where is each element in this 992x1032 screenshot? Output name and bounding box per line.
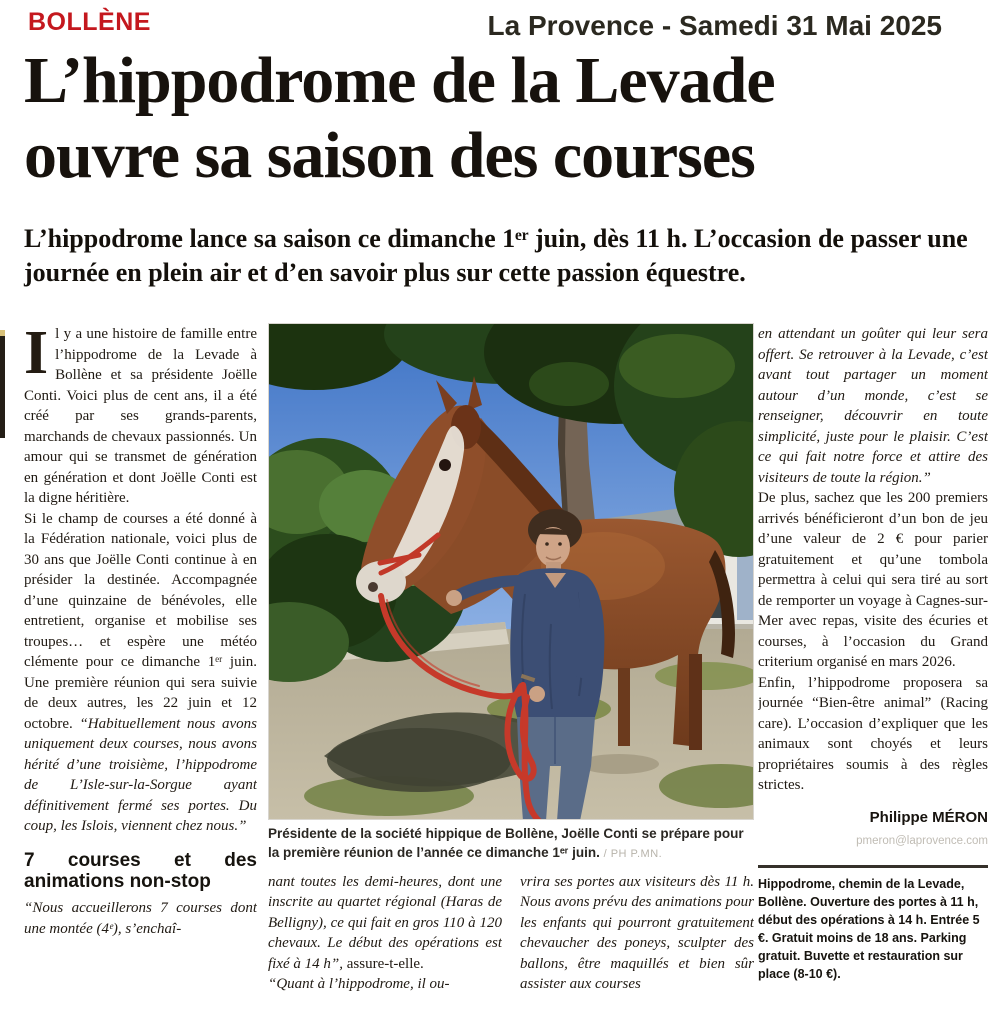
- section-kicker: BOLLÈNE: [28, 8, 151, 36]
- masthead-date: La Provence - Samedi 31 Mai 2025: [487, 10, 942, 41]
- continuation-column-2: [520, 872, 754, 1022]
- right-column: [758, 324, 988, 1030]
- attribution-text: assure-t-elle.: [346, 955, 424, 972]
- author-email: pmeron@laprovence.com: [856, 835, 988, 847]
- article-headline: [24, 44, 976, 193]
- author-byline: Philippe MÉRON: [869, 808, 988, 826]
- photo-illustration: [269, 324, 754, 820]
- photo-credit: / PH P.MN.: [603, 847, 663, 860]
- paragraph: Enfin, l’hippodrome proposera sa journée “Bien-être animal” (Racing care). L’occasion d’expliquer que les animaux sont choyés et leurs propriétaires soumis à des règles strictes.: [758, 674, 988, 793]
- article-photo: [268, 323, 754, 820]
- quote-paragraph: “Nous accueillerons 7 courses dont une montée (4ᵉ), s’enchaî-: [24, 900, 257, 937]
- quote-paragraph: [268, 872, 502, 975]
- photo-block: [268, 323, 754, 1022]
- article-standfirst: L’hippodrome lance sa saison ce dimanche 1ᵉʳ juin, dès 11 h. L’occasion de passer une journée en plein air et d’en savoir plus sur cette passion équestre.: [24, 224, 968, 288]
- quote-paragraph: en attendant un goûter qui leur sera offert. Se retrouver à la Levade, c’est avant tout partager un moment autour d’un monde, c’est se renseigner, découvrir en toute simplicité, juste pour le plaisir. C’est ce qui fait notre force et attire des visiteurs de toute la région.”: [758, 326, 988, 486]
- headline-line-1: L’hippodrome de la Levade: [24, 44, 775, 117]
- scan-edge-artifact: [0, 330, 5, 438]
- headline-line-2: ouvre sa saison des courses: [24, 118, 755, 192]
- paragraph: [24, 509, 257, 837]
- quote-text: nant toutes les demi-heures, dont une inscrite au quartet régional (Haras de Belligny), ce qui fait en gros 110 à 120 chevaux. Le début des opérations est fixé à 14 h”,: [268, 873, 502, 972]
- quote-text: “Habituellement nous avons uniquement deux courses, nous avons hérité d’une troisième, l’hippodrome de L’Isle-sur-la-Sorgue ayant définitivement fermé ses portes. Du coup, les Islois, viennent chez nous.”: [24, 715, 257, 834]
- photo-caption: [268, 825, 754, 863]
- paragraph-lead-text: l y a une histoire de famille entre l’hippodrome de la Levade à Bollène et sa présidente Joëlle Conti. Voici plus de cent ans, il a été créé par ses grands-parents, marchands de chevaux passionnés. Un amour qui se transmet de génération en génération et dont Joëlle Conti est la digne héritière.: [24, 326, 257, 506]
- continuation-column-1: [268, 872, 502, 1022]
- quote-paragraph: “Quant à l’hippodrome, il ou-: [268, 976, 450, 993]
- paragraph-lead: [24, 324, 257, 509]
- drop-cap: I: [24, 324, 49, 387]
- photo-caption-text: Présidente de la société hippique de Bollène, Joëlle Conti se prépare pour la première réunion de l’année ce dimanche 1ᵉʳ juin.: [268, 826, 744, 860]
- practical-info-box: Hippodrome, chemin de la Levade, Bollène. Ouverture des portes à 11 h, début des opérations à 14 h. Entrée 5 €. Gratuit moins de 18 ans. Parking gratuit. Buvette et restauration sur place (8-10 €).: [758, 865, 988, 984]
- left-column: [24, 324, 257, 1030]
- quote-paragraph: vrira ses portes aux visiteurs dès 11 h. Nous avons prévu des animations pour les enfants qui pourront gratuitement chevaucher des poneys, sculpter des ballons, être maquillés et bien sûr assister aux courses: [520, 873, 754, 993]
- continuation-columns: [268, 872, 754, 1022]
- paragraph: De plus, sachez que les 200 premiers arrivés bénéficieront d’un bon de jeu d’une valeur de 2 € pour parier gratuitement et qu’une tombola permettra à celui qui sera tiré au sort de remporter un voyage à Cagnes-sur-Mer avec repas, visite des écuries et courses, à l’occasion du Grand criterium organisé en mars 2026.: [758, 490, 988, 670]
- paragraph-text: Si le champ de courses a été donné à la Fédération nationale, voici plus de 30 ans que Joëlle Conti continue à en présider la destinée. Accompagnée d’une quinzaine de bénévoles, elle entretient, organise et mobilise ses troupes… et espère une météo clémente pour ce dimanche 1ᵉʳ juin. Une première réunion qui sera suivie de deux autres, les 22 juin et 12 octobre.: [24, 510, 257, 732]
- article-subhead: 7 courses et des animations non-stop: [24, 849, 257, 892]
